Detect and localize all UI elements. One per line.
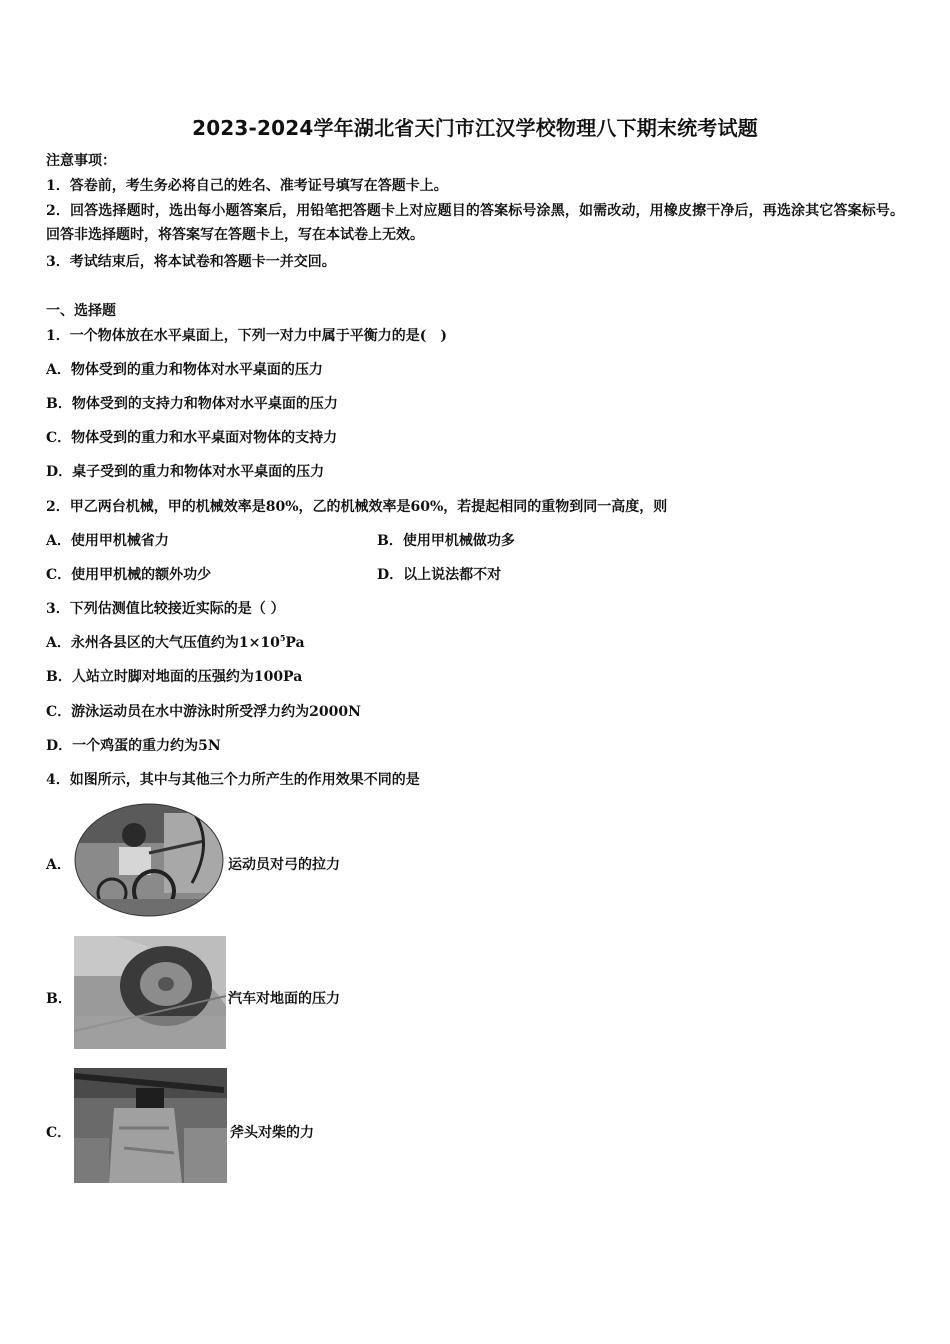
q4-option-c-text: 斧头对柴的力 bbox=[230, 1125, 314, 1141]
q4-option-c-letter: C． bbox=[46, 1125, 72, 1141]
q4-stem: 4．如图所示，其中与其他三个力所产生的作用效果不同的是 bbox=[46, 772, 420, 788]
q4-option-a-letter: A． bbox=[46, 857, 71, 873]
q1-option-d: D．桌子受到的重力和物体对水平桌面的压力 bbox=[46, 464, 325, 480]
q4-option-b-letter: B． bbox=[46, 991, 72, 1007]
section-heading: 一、选择题 bbox=[46, 303, 116, 319]
axe-wood-photo bbox=[74, 1068, 227, 1183]
q3-option-b: B．人站立时脚对地面的压强约为100Pa bbox=[46, 669, 303, 685]
notice-item-3: 3．考试结束后，将本试卷和答题卡一并交回。 bbox=[46, 254, 336, 270]
q4-option-b-text: 汽车对地面的压力 bbox=[228, 991, 340, 1007]
q3-option-a-exponent: 5 bbox=[279, 633, 286, 643]
q3-option-a-unit: Pa bbox=[285, 635, 305, 651]
q3-option-c: C．游泳运动员在水中游泳时所受浮力约为2000N bbox=[46, 704, 361, 720]
notice-heading: 注意事项： bbox=[46, 153, 116, 169]
q2-option-b: B．使用甲机械做功多 bbox=[377, 533, 515, 549]
q2-option-c: C．使用甲机械的额外功少 bbox=[46, 567, 212, 583]
q3-option-d: D．一个鸡蛋的重力约为5N bbox=[46, 738, 221, 754]
q2-option-d: D．以上说法都不对 bbox=[377, 567, 502, 583]
q1-option-c: C．物体受到的重力和水平桌面对物体的支持力 bbox=[46, 430, 338, 446]
q1-option-b: B．物体受到的支持力和物体对水平桌面的压力 bbox=[46, 396, 338, 412]
car-tire-photo bbox=[74, 936, 226, 1049]
q1-option-a: A．物体受到的重力和物体对水平桌面的压力 bbox=[46, 362, 323, 378]
q4-option-a-text: 运动员对弓的拉力 bbox=[228, 857, 340, 873]
page-title: 2023-2024学年湖北省天门市江汉学校物理八下期末统考试题 bbox=[192, 116, 758, 140]
archer-photo bbox=[74, 803, 224, 917]
q1-stem: 1．一个物体放在水平桌面上，下列一对力中属于平衡力的是( ) bbox=[46, 328, 447, 344]
q3-stem: 3．下列估测值比较接近实际的是（ ） bbox=[46, 601, 285, 617]
q3-option-a bbox=[46, 634, 305, 652]
q3-option-a-text: A．永州各县区的大气压值约为1×10 bbox=[46, 635, 280, 651]
notice-item-1: 1．答卷前，考生务必将自己的姓名、准考证号填写在答题卡上。 bbox=[46, 178, 448, 194]
notice-item-2: 2．回答选择题时，选出每小题答案后，用铅笔把答题卡上对应题目的答案标号涂黑，如需改动，用橡皮擦干净后，再选涂其它答案标号。回答非选择题时，将答案写在答题卡上，写在本试卷上无效。 bbox=[46, 203, 904, 243]
q2-stem: 2．甲乙两台机械，甲的机械效率是80%，乙的机械效率是60%，若提起相同的重物到同一高度，则 bbox=[46, 499, 668, 515]
q2-option-a: A．使用甲机械省力 bbox=[46, 533, 169, 549]
